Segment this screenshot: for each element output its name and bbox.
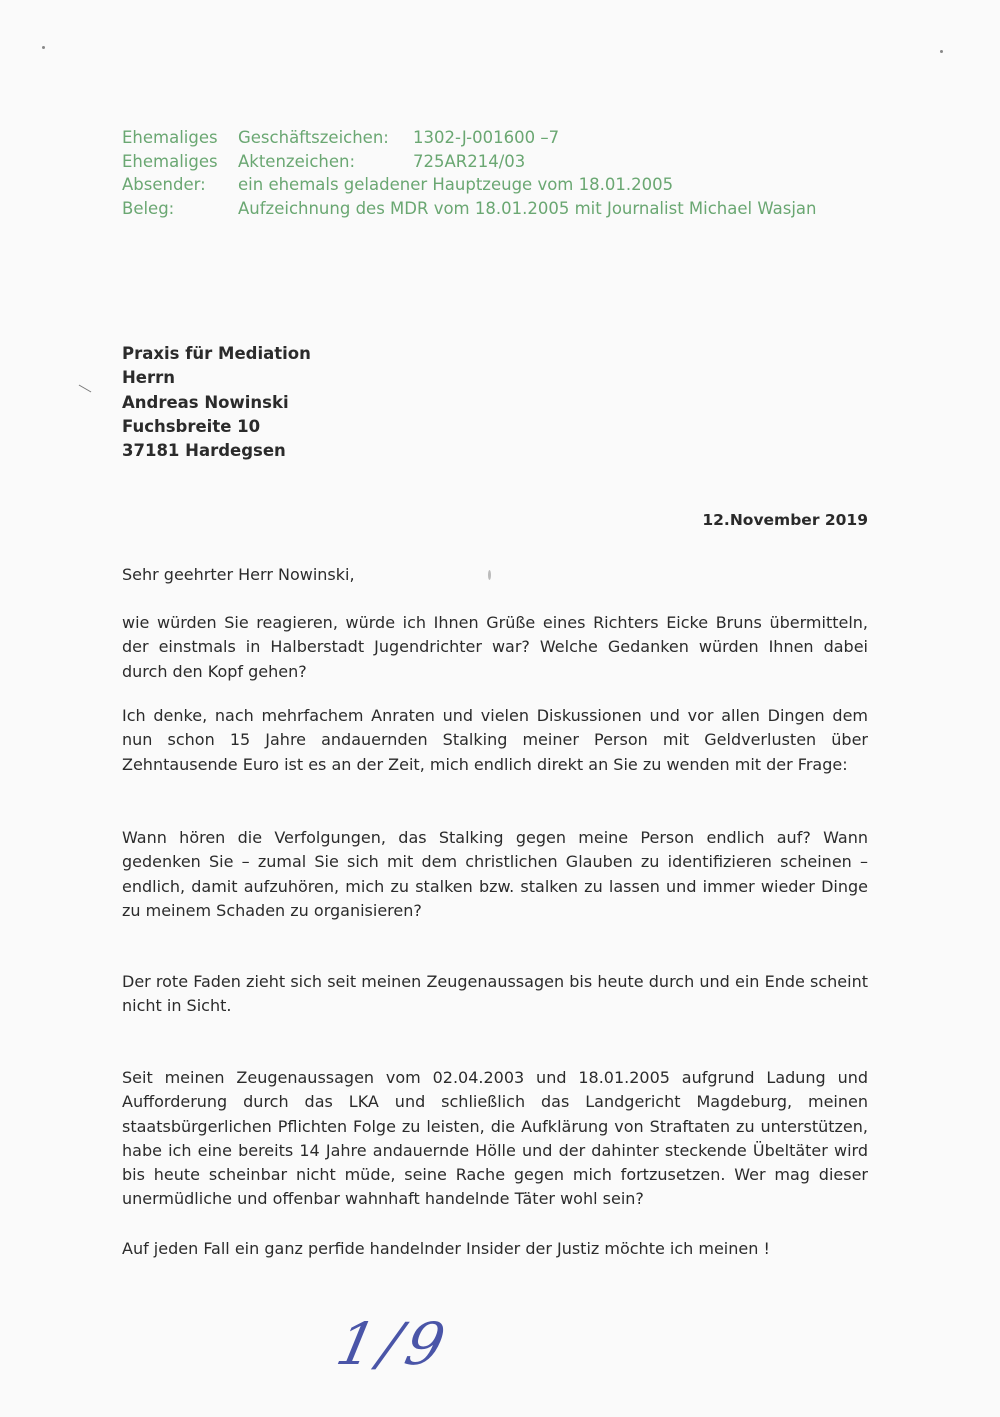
recipient-address	[122, 342, 311, 463]
address-line: Herrn	[122, 368, 176, 388]
paragraph-4: Der rote Faden zieht sich seit meinen Zeugenaussagen bis heute durch und ein Ende scheint nicht in Sicht.	[122, 972, 868, 1016]
header-key: Absender:	[122, 175, 206, 194]
reference-header	[122, 126, 816, 220]
header-text: Aufzeichnung des MDR vom 18.01.2005 mit Journalist Michael Wasjan	[238, 198, 817, 218]
header-row-evidence	[122, 197, 816, 221]
header-text: ein ehemals geladener Hauptzeuge vom 18.01.2005	[238, 175, 674, 194]
salutation: Sehr geehrter Herr Nowinski,	[122, 565, 355, 584]
header-value: 1302-J-001600 –7	[413, 128, 560, 147]
header-key: Beleg:	[122, 198, 175, 218]
address-line: 37181 Hardegsen	[122, 441, 286, 461]
header-label: Aktenzeichen:	[238, 151, 356, 171]
header-row-sender	[122, 173, 816, 197]
address-line: Praxis für Mediation	[122, 344, 311, 363]
paragraph-6: Auf jeden Fall ein ganz perfide handelnder Insider der Justiz möchte ich meinen !	[122, 1239, 770, 1258]
address-line: Andreas Nowinski	[122, 392, 289, 412]
paragraph-3: Wann hören die Verfolgungen, das Stalking gegen meine Person endlich auf? Wann gedenken Sie – zumal Sie sich mit dem christlichen Glauben zu identifizieren scheinen – endlich, damit aufzuhören, mich zu stalken bzw. stalken zu lassen und immer wieder Dinge zu meinem Schaden zu organisieren?	[122, 828, 868, 920]
scan-speck	[42, 46, 45, 49]
paragraph-2: Ich denke, nach mehrfachem Anraten und vielen Diskussionen und vor allen Dingen dem nun schon 15 Jahre andauernden Stalking meiner Person mit Geldverlusten über Zehntausende Euro ist es an der Zeit, mich endlich direkt an Sie zu wenden mit der Frage:	[122, 706, 868, 774]
header-value: 725AR214/03	[413, 151, 526, 171]
paragraph-5: Seit meinen Zeugenaussagen vom 02.04.2003 und 18.01.2005 aufgrund Ladung und Aufforderung durch das LKA und schließlich das Landgericht Magdeburg, meinen staatsbürgerlichen Pflichten Folge zu leisten, die Aufklärung von Straftaten zu unterstützen, habe ich eine bereits 14 Jahre andauernde Hölle und der dahinter steckende Übeltäter wird bis heute scheinbar nicht müde, seine Rache gegen mich fortzusetzen. Wer mag dieser unermüdliche und offenbar wahnhaft handelnde Täter wohl sein?	[122, 1068, 868, 1209]
header-row-business-ref	[122, 126, 816, 150]
handwritten-page-number: 1/9	[330, 1310, 457, 1378]
scan-mark	[79, 385, 92, 393]
header-key: Ehemaliges	[122, 151, 218, 171]
header-key: Ehemaliges	[122, 128, 218, 147]
address-line: Fuchsbreite 10	[122, 416, 261, 436]
scan-speck	[940, 50, 943, 53]
header-label: Geschäftszeichen:	[238, 128, 389, 147]
header-row-file-ref	[122, 150, 816, 174]
paragraph-1: wie würden Sie reagieren, würde ich Ihnen Grüße eines Richters Eicke Bruns übermitteln, der einstmals in Halberstadt Jugendrichter war? Welche Gedanken würden Ihnen dabei durch den Kopf gehen?	[122, 613, 868, 681]
letter-date: 12.November 2019	[702, 511, 868, 529]
